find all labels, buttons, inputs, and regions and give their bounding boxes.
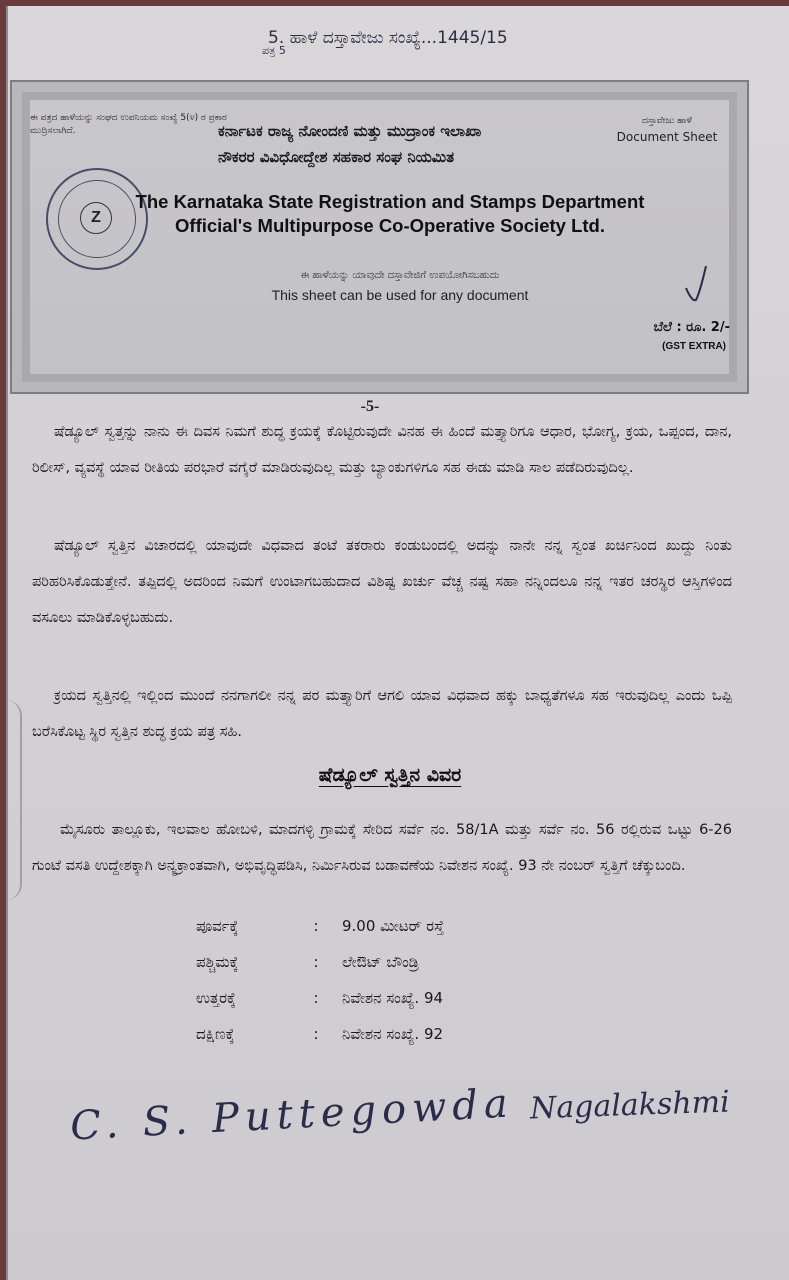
boundary-value: ನಿವೇಶನ ಸಂಖ್ಯೆ. 92 [342, 1025, 444, 1043]
gst-note: (GST EXTRA) [662, 341, 726, 352]
boundary-direction: ಪೂರ್ವಕ್ಕೆ [196, 917, 239, 935]
boundary-direction: ಉತ್ತರಕ್ಕೆ [196, 989, 236, 1007]
boundary-value: ನಿವೇಶನ ಸಂಖ್ಯೆ. 94 [342, 989, 444, 1007]
boundary-direction: ದಕ್ಷಿಣಕ್ಕೆ [196, 1025, 235, 1043]
society-title-en-line1: The Karnataka State Registration and Stamps Department [135, 191, 645, 212]
society-title-kn-line2: ನೌಕರರ ವಿವಿಧೋದ್ದೇಶ ಸಹಕಾರ ಸಂಘ ನಿಯಮಿತ [218, 148, 455, 166]
check-mark-icon [682, 262, 712, 306]
handwritten-document-number: 5. ಹಾಳೆ ದಸ್ತಾವೇಜು ಸಂಖ್ಯೆ...1445/15 [268, 28, 508, 48]
boundary-row [196, 944, 616, 980]
boundary-direction: ಪಶ್ಚಿಮಕ್ಕೆ [196, 953, 239, 971]
sheet-price: ಬೆಲೆ : ರೂ. 2/- [653, 320, 730, 335]
boundary-row [196, 1016, 616, 1052]
schedule-heading: ಷೆಡ್ಯೂಲ್ ಸ್ವತ್ತಿನ ವಿವರ [318, 764, 462, 786]
document-sheet-label [612, 116, 722, 144]
society-title-kannada [218, 118, 598, 170]
handwritten-page-note: ಪತ್ರ 5 [262, 44, 286, 57]
page-number: -5- [360, 398, 380, 415]
paragraph-1: ಷೆಡ್ಯೂಲ್ ಸ್ವತ್ತನ್ನು ನಾನು ಈ ದಿವಸ ನಿಮಗೆ ಶುದ್ಧ ಕ್ರಯಕ್ಕೆ ಕೊಟ್ಟಿರುವುದೇ ವಿನಹ ಈ ಹಿಂದೆ ಮತ್ತ್ಯಾರಿಗೂ ಆಧಾರ, ಭೋಗ್ಯ, ಕ್ರಯ, ಒಪ್ಪಂದ, ದಾನ, ರಿಲೀಸ್, ವ್ಯವಸ್ಥೆ ಯಾವ ರೀತಿಯ ಪರಭಾರೆ ವಗೈರೆ ಮಾಡಿರುವುದಿಲ್ಲ ಮತ್ತು ಬ್ಯಾಂಕುಗಳಿಗೂ ಸಹ ಈಡು ಮಾಡಿ ಸಾಲ ಪಡೆದಿರುವುದಿಲ್ಲ. [32, 424, 732, 476]
usage-note-kannada: ಈ ಹಾಳೆಯನ್ನು ಯಾವುದೇ ದಸ್ತಾವೇಜಿಗೆ ಉಪಯೋಗಿಸಬಹುದು [300, 270, 500, 281]
document-sheet-label-en: Document Sheet [616, 130, 718, 144]
seller-signature: C. S. Puttegowda [69, 1080, 515, 1150]
paragraph-2: ಷೆಡ್ಯೂಲ್ ಸ್ವತ್ತಿನ ವಿಚಾರದಲ್ಲಿ ಯಾವುದೇ ವಿಧವಾದ ತಂಟೆ ತಕರಾರು ಕಂಡುಬಂದಲ್ಲಿ ಅದನ್ನು ನಾನೇ ನನ್ನ ಸ್ವಂತ ಖರ್ಚಿನಿಂದ ಖುದ್ದು ನಿಂತು ಪರಿಹರಿಸಿಕೊಡುತ್ತೇನೆ. ತಪ್ಪಿದಲ್ಲಿ ಅದರಿಂದ ನಿಮಗೆ ಉಂಟಾಗಬಹುದಾದ ವಿಶಿಷ್ಟ ಖರ್ಚು ವೆಚ್ಚ ನಷ್ಟ ಸಹಾ ನನ್ನಿಂದಲೂ ನನ್ನ ಇತರ ಚರಸ್ಥಿರ ಆಸ್ತಿಗಳಿಂದ ವಸೂಲು ಮಾಡಿಕೊಳ್ಳಬಹುದು. [32, 538, 732, 626]
boundary-list [196, 908, 616, 1052]
usage-note-english: This sheet can be used for any document [271, 287, 529, 303]
paragraph-3: ಕ್ರಯದ ಸ್ವತ್ತಿನಲ್ಲಿ ಇಲ್ಲಿಂದ ಮುಂದೆ ನನಗಾಗಲೀ ನನ್ನ ಪರ ಮತ್ತ್ಯಾರಿಗೆ ಆಗಲಿ ಯಾವ ವಿಧವಾದ ಹಕ್ಕು ಬಾಧ್ಯತೆಗಳೂ ಸಹ ಇರುವುದಿಲ್ಲ ಎಂದು ಒಪ್ಪಿ ಬರೆಸಿಕೊಟ್ಟ ಸ್ಥಿರ ಸ್ವತ್ತಿನ ಶುದ್ಧ ಕ್ರಯ ಪತ್ರ ಸಹಿ. [32, 688, 732, 740]
boundary-row [196, 980, 616, 1016]
society-title-kn-line1: ಕರ್ನಾಟಕ ರಾಜ್ಯ ನೋಂದಣಿ ಮತ್ತು ಮುದ್ರಾಂಕ ಇಲಾಖಾ [218, 122, 482, 140]
boundary-value: ಲೇಔಟ್ ಬೌಂಡ್ರಿ [342, 953, 419, 971]
seal-letter: Z [80, 202, 112, 234]
boundary-colon: : [313, 1025, 319, 1043]
society-title-english [130, 190, 650, 238]
boundary-colon: : [313, 989, 319, 1007]
boundary-value: 9.00 ಮೀಟರ್ ರಸ್ತೆ [342, 917, 444, 935]
partial-stamp-mark [6, 700, 22, 900]
boundary-row [196, 908, 616, 944]
bylaw-note: ಈ ಪತ್ರದ ಹಾಳೆಯನ್ನು ಸಂಘದ ಉಪನಿಯಮ ಸಂಖ್ಯೆ 5(೪) ರ ಪ್ರಕಾರ ಮುದ್ರಿಸಲಾಗಿದೆ. [30, 113, 227, 136]
schedule-description: ಮೈಸೂರು ತಾಲ್ಲೂಕು, ಇಲವಾಲ ಹೋಬಳಿ, ಮಾದಗಳ್ಳಿ ಗ್ರಾಮಕ್ಕೆ ಸೇರಿದ ಸರ್ವೆ ನಂ. 58/1A ಮತ್ತು ಸರ್ವೆ ನಂ. 56 ರಲ್ಲಿರುವ ಒಟ್ಟು 6-26 ಗುಂಟೆ ವಸತಿ ಉದ್ದೇಶಕ್ಕಾಗಿ ಅನ್ಯಕ್ರಾಂತವಾಗಿ, ಅಭಿವೃದ್ಧಿಪಡಿಸಿ, ನಿರ್ಮಿಸಿರುವ ಬಡಾವಣೆಯ ನಿವೇಶನ ಸಂಖ್ಯೆ. 93 ನೇ ನಂಬರ್ ಸ್ವತ್ತಿಗೆ ಚೆಕ್ಕುಬಂದಿ. [32, 822, 732, 874]
purchaser-signature: Nagalakshmi [529, 1084, 731, 1127]
boundary-colon: : [313, 953, 319, 971]
boundary-colon: : [313, 917, 319, 935]
society-title-en-line2: Official's Multipurpose Co-Operative Society Ltd. [175, 215, 605, 236]
document-sheet-label-kn: ದಸ್ತಾವೇಜು ಹಾಳೆ [642, 116, 692, 126]
